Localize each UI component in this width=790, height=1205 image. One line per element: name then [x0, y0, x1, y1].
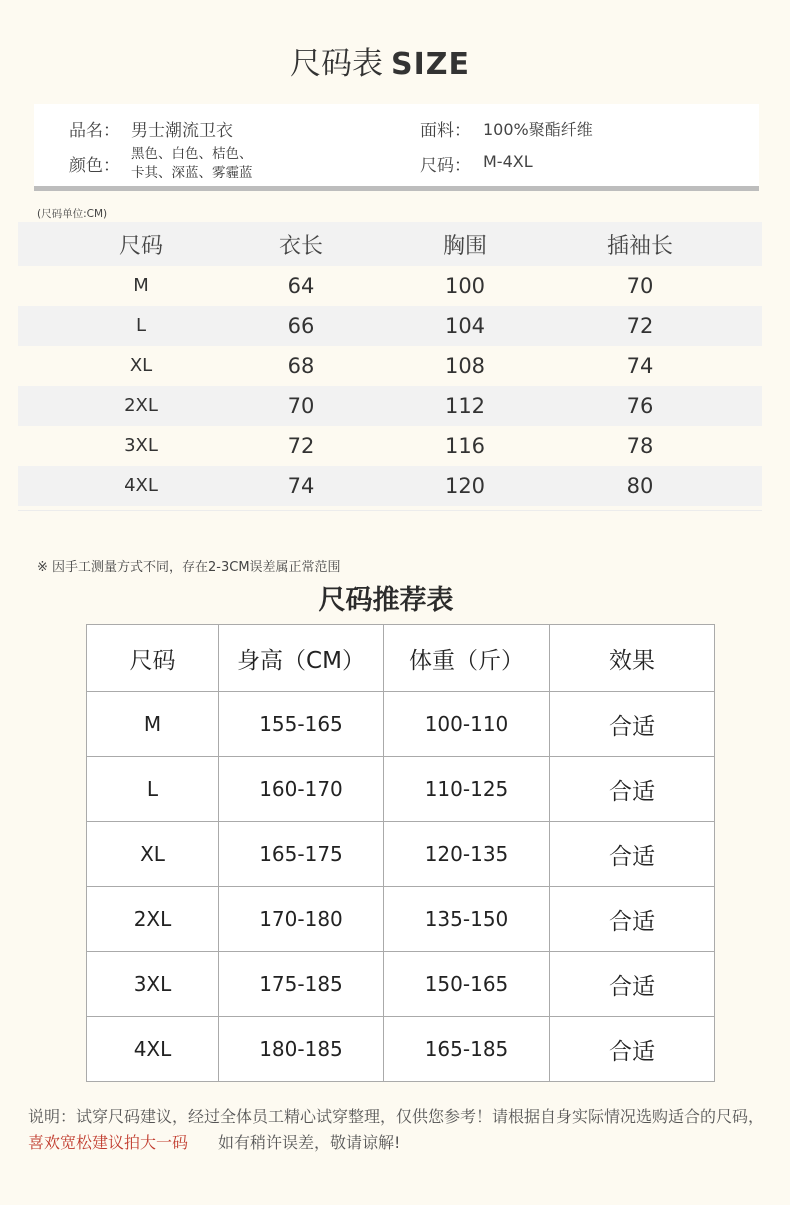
weight-cell: 135-150: [384, 887, 550, 952]
footer-note: [28, 1104, 773, 1156]
sleeve-cell: 74: [626, 354, 654, 378]
sleeve-cell: 72: [626, 314, 654, 338]
header-cell: 尺码: [87, 625, 219, 692]
size-label: 尺码：: [420, 156, 471, 176]
height-cell: 180-185: [219, 1017, 384, 1082]
footer-highlight: 喜欢宽松建议拍大一码: [28, 1133, 189, 1152]
length-cell: 70: [287, 394, 315, 418]
name-label: 品名：: [69, 121, 120, 141]
length-cell: 68: [287, 354, 315, 378]
color-value-line2: 卡其、深蓝、雾霾蓝: [131, 165, 253, 181]
weight-cell: 110-125: [384, 757, 550, 822]
size-cell: L: [87, 757, 219, 822]
size-cell: XL: [87, 822, 219, 887]
chest-cell: 120: [444, 474, 486, 498]
size-cell: 3XL: [124, 435, 158, 456]
size-cell: 2XL: [87, 887, 219, 952]
size-chart-table: [18, 222, 762, 511]
product-info-box: [34, 104, 759, 191]
color-value-line1: 黑色、白色、桔色、: [131, 146, 253, 162]
fabric-label: 面料：: [420, 121, 471, 141]
footer-text-end: 如有稍许误差，敬请谅解!: [218, 1133, 401, 1152]
table-row: [18, 266, 762, 306]
header-cell: 身高（CM）: [219, 625, 384, 692]
table-row: [87, 757, 715, 822]
size-chart-header: [18, 222, 762, 266]
height-cell: 160-170: [219, 757, 384, 822]
title-en: SIZE: [390, 47, 470, 82]
size-cell: 3XL: [87, 952, 219, 1017]
size-cell: M: [87, 692, 219, 757]
size-cell: M: [133, 275, 149, 296]
header-cell: 体重（斤）: [384, 625, 550, 692]
size-cell: 4XL: [124, 475, 158, 496]
weight-cell: 120-135: [384, 822, 550, 887]
table-row: [18, 386, 762, 426]
fit-cell: 合适: [550, 757, 715, 822]
header-cell: 衣长: [278, 234, 323, 259]
fit-cell: 合适: [550, 1017, 715, 1082]
measurement-note: ※ 因手工测量方式不同，存在2-3CM误差属正常范围: [37, 560, 341, 575]
recommendation-table: [86, 624, 715, 1082]
recommendation-title: 尺码推荐表: [318, 585, 454, 616]
sleeve-cell: 76: [626, 394, 654, 418]
table-row: [87, 952, 715, 1017]
name-value: 男士潮流卫衣: [131, 121, 233, 141]
weight-cell: 150-165: [384, 952, 550, 1017]
length-cell: 66: [287, 314, 315, 338]
height-cell: 165-175: [219, 822, 384, 887]
height-cell: 170-180: [219, 887, 384, 952]
height-cell: 175-185: [219, 952, 384, 1017]
weight-cell: 165-185: [384, 1017, 550, 1082]
table-row: [87, 1017, 715, 1082]
size-cell: 2XL: [124, 395, 158, 416]
sleeve-cell: 78: [626, 434, 654, 458]
table-row: [18, 466, 762, 506]
sleeve-cell: 70: [626, 274, 654, 298]
fit-cell: 合适: [550, 952, 715, 1017]
chest-cell: 116: [444, 434, 486, 458]
table-row: [18, 426, 762, 466]
unit-note: (尺码单位:CM): [37, 208, 108, 220]
table-row: [87, 692, 715, 757]
page-title: [0, 38, 760, 83]
title-cn: 尺码表: [289, 46, 383, 82]
footer-text: 说明：试穿尺码建议，经过全体员工精心试穿整理，仅供您参考！请根据自身实际情况选购适合的尺码，: [28, 1107, 765, 1126]
fit-cell: 合适: [550, 887, 715, 952]
table-row: [87, 822, 715, 887]
fit-cell: 合适: [550, 822, 715, 887]
header-cell: 胸围: [442, 234, 487, 259]
table-row: [18, 346, 762, 386]
recommendation-header: [87, 625, 715, 692]
table-divider: [18, 510, 762, 511]
fit-cell: 合适: [550, 692, 715, 757]
header-cell: 插袖长: [606, 234, 673, 259]
size-value: M-4XL: [483, 152, 533, 171]
height-cell: 155-165: [219, 692, 384, 757]
header-cell: 效果: [550, 625, 715, 692]
length-cell: 74: [287, 474, 315, 498]
chest-cell: 100: [444, 274, 486, 298]
length-cell: 64: [287, 274, 315, 298]
chest-cell: 104: [444, 314, 486, 338]
chest-cell: 112: [444, 394, 486, 418]
header-cell: 尺码: [118, 234, 163, 259]
size-cell: 4XL: [87, 1017, 219, 1082]
size-cell: L: [135, 315, 147, 336]
length-cell: 72: [287, 434, 315, 458]
table-row: [87, 887, 715, 952]
chest-cell: 108: [444, 354, 486, 378]
sleeve-cell: 80: [626, 474, 654, 498]
color-label: 颜色：: [69, 156, 120, 176]
table-row: [18, 306, 762, 346]
fabric-value: 100%聚酯纤维: [483, 120, 593, 139]
size-cell: XL: [129, 355, 153, 376]
weight-cell: 100-110: [384, 692, 550, 757]
